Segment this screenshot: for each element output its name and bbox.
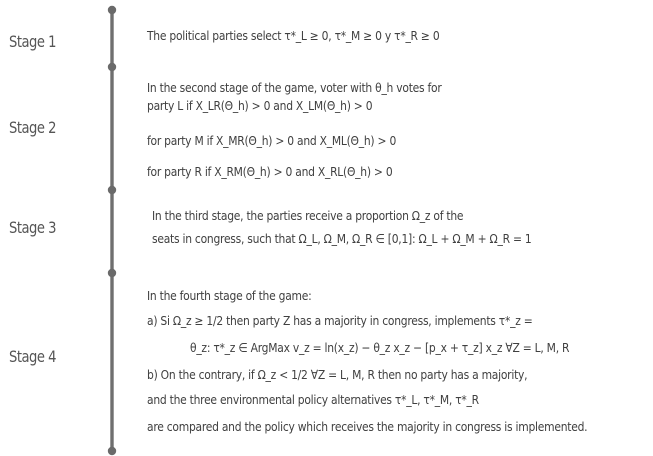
timeline-node-3	[108, 269, 116, 277]
stage-4-line-1: In the fourth stage of the game:	[147, 288, 312, 303]
timeline-node-top	[108, 6, 116, 14]
stage-2-label: Stage 2	[9, 118, 56, 137]
stage-2-line-1: In the second stage of the game, voter with θ_h votes for	[147, 80, 442, 95]
stage-4-line-2: a) Si Ω_z ≥ 1/2 then party Z has a majority in congress, implements τ*_z =	[147, 313, 533, 328]
stage-1-label: Stage 1	[9, 32, 56, 51]
timeline-node-bottom	[108, 447, 116, 455]
stage-2-line-3: for party M if X_MR(Θ_h) > 0 and X_ML(Θ_h) > 0	[147, 133, 397, 148]
stage-4-line-3: θ_z: τ*_z ∈ ArgMax v_z = ln(x_z) − θ_z x_z − [p_x + τ_z] x_z ∀Z = L, M, R	[190, 340, 570, 355]
stage-3-label: Stage 3	[9, 218, 56, 237]
stage-1-text: The political parties select τ*_L ≥ 0, τ*_M ≥ 0 y τ*_R ≥ 0	[147, 28, 440, 43]
stage-3-line-2: seats in congress, such that Ω_L, Ω_M, Ω_R ∈ [0,1]: Ω_L + Ω_M + Ω_R = 1	[152, 231, 532, 246]
stage-4-line-6: are compared and the policy which receives the majority in congress is implemented.	[147, 419, 588, 434]
stage-2-line-2: party L if X_LR(Θ_h) > 0 and X_LM(Θ_h) > 0	[147, 98, 373, 113]
stage-2-line-4: for party R if X_RM(Θ_h) > 0 and X_RL(Θ_h) > 0	[147, 164, 393, 179]
stage-4-line-5: and the three environmental policy alternatives τ*_L, τ*_M, τ*_R	[147, 392, 479, 407]
timeline-node-2	[108, 186, 116, 194]
stage-4-label: Stage 4	[9, 347, 56, 366]
stage-3-line-1: In the third stage, the parties receive a proportion Ω_z of the	[152, 208, 464, 223]
stage-4-line-4: b) On the contrary, if Ω_z < 1/2 ∀Z = L, M, R then no party has a majority,	[147, 367, 528, 382]
timeline-node-1	[108, 63, 116, 71]
